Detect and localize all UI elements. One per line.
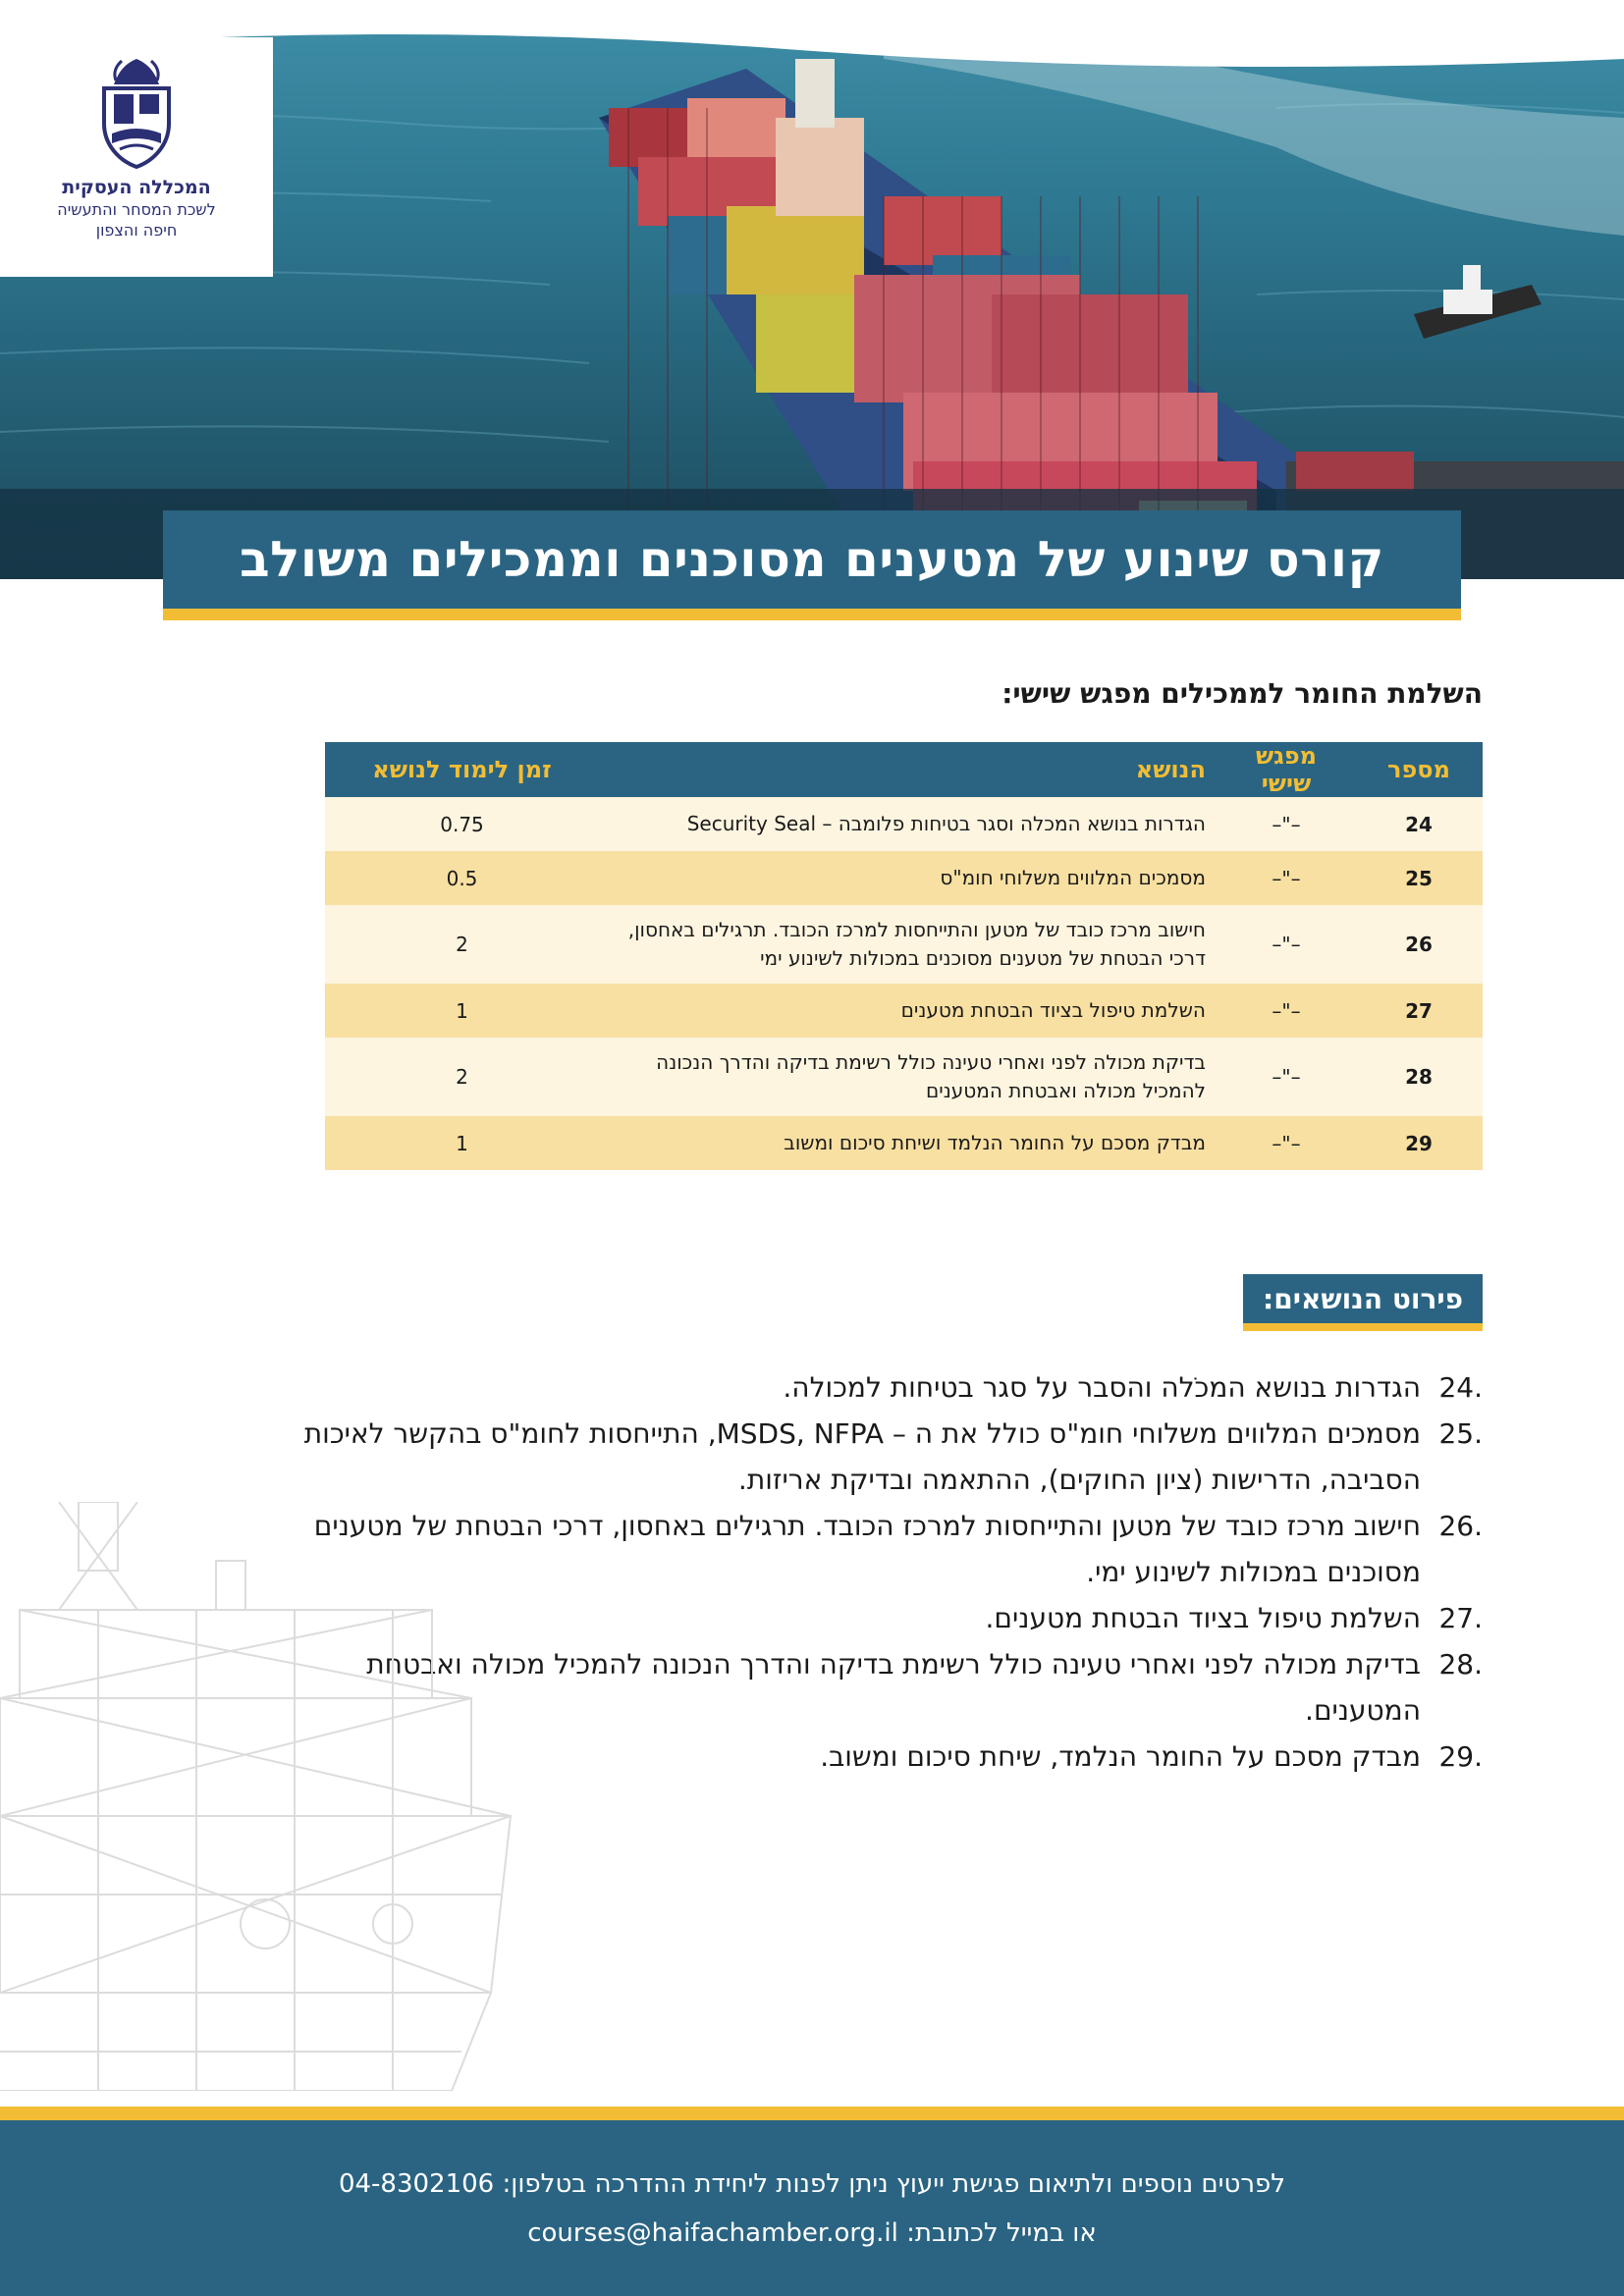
row-meeting: –"– [1218, 1116, 1355, 1170]
row-topic: בדיקת מכולה לפני ואחרי טעינה כולל רשימת בדיקה והדרך הנכונה להמכיל מכולה ואבטחת המטענים [599, 1038, 1218, 1116]
table-row [325, 1116, 1483, 1170]
footer-accent-stripe [0, 2107, 1624, 2120]
schedule-heading: השלמת החומר לממכילים מפגש שישי: [1001, 677, 1483, 710]
list-item-text: מסמכים המלווים משלוחי חומ"ס כולל את ה – MSDS, NFPA, התייחסות לחומ"ס בהקשר לאיכות הסביבה, הדרישות (ציון החוקים), ההתאמה ובדיקת אריזות. [303, 1417, 1421, 1496]
row-time: 2 [325, 905, 599, 984]
row-number: 29 [1355, 1116, 1483, 1170]
header-topic: הנושא [599, 742, 1218, 797]
row-meeting: –"– [1218, 984, 1355, 1038]
row-number: 25 [1355, 851, 1483, 905]
title-banner [163, 510, 1461, 620]
row-topic: מבדק מסכם על החומר הנלמד ושיחת סיכום ומשוב [599, 1116, 1218, 1170]
row-time: 1 [325, 984, 599, 1038]
footer [0, 2120, 1624, 2296]
row-number: 26 [1355, 905, 1483, 984]
list-item-number: 28. [1438, 1648, 1483, 1681]
topics-table [325, 742, 1483, 1170]
row-time: 0.5 [325, 851, 599, 905]
list-item-number: 26. [1438, 1510, 1483, 1542]
row-topic: חישוב מרכז כובד של מטען והתייחסות למרכז הכובד. תרגילים באחסון, דרכי הבטחת של מטענים מסוכנים במכולות לשינוע ימי [599, 905, 1218, 984]
logo-name-line1: המכללה העסקית [62, 177, 211, 198]
list-item [255, 1364, 1483, 1411]
list-item-text: בדיקת מכולה לפני ואחרי טעינה כולל רשימת בדיקה והדרך הנכונה להמכיל מכולה ואבטחת המטענים. [366, 1648, 1421, 1727]
row-number: 24 [1355, 797, 1483, 851]
row-time: 1 [325, 1116, 599, 1170]
ship-wireframe-watermark [0, 1502, 530, 2091]
details-heading: פירוט הנושאים: [1263, 1282, 1463, 1315]
row-meeting: –"– [1218, 797, 1355, 851]
logo-name-line3: חיפה והצפון [95, 221, 178, 240]
header-meeting: מפגש שישי [1218, 742, 1355, 797]
details-heading-tag [1243, 1274, 1483, 1331]
row-time: 0.75 [325, 797, 599, 851]
row-meeting: –"– [1218, 1038, 1355, 1116]
table-row [325, 984, 1483, 1038]
row-time: 2 [325, 1038, 599, 1116]
row-meeting: –"– [1218, 851, 1355, 905]
city-emblem-icon [92, 55, 181, 171]
list-item-number: 24. [1438, 1371, 1483, 1404]
list-item-number: 25. [1438, 1417, 1483, 1450]
row-topic: מסמכים המלווים משלוחי חומ"ס [599, 851, 1218, 905]
table-header-row [325, 742, 1483, 797]
list-item [255, 1411, 1483, 1503]
page-title: קורס שינוע של מטענים מסוכנים וממכילים משולב [240, 531, 1384, 588]
list-item-number: 29. [1438, 1740, 1483, 1773]
row-topic: הגדרות בנושא המכלה וסגר בטיחות פלומבה – Security Seal [599, 797, 1218, 851]
table-row [325, 905, 1483, 984]
footer-contact-email[interactable]: או במייל לכתובת: courses@haifachamber.org.il [527, 2217, 1097, 2248]
list-item-number: 27. [1438, 1602, 1483, 1634]
list-item-text: הגדרות בנושא המכֹלה והסבר על סגר בטיחות למכולה. [783, 1371, 1421, 1404]
logo-name-line2: לשכת המסחר והתעשיה [57, 200, 216, 219]
table-row [325, 797, 1483, 851]
table-row [325, 851, 1483, 905]
table-row [325, 1038, 1483, 1116]
row-topic: השלמת טיפול בציוד הבטחת מטענים [599, 984, 1218, 1038]
list-item-text: השלמת טיפול בציוד הבטחת מטענים. [985, 1602, 1421, 1634]
row-meeting: –"– [1218, 905, 1355, 984]
footer-contact-phone: לפרטים נוספים ולתיאום פגישת ייעוץ ניתן לפנות ליחידת ההדרכה בטלפון: 04-8302106 [338, 2168, 1286, 2199]
row-number: 27 [1355, 984, 1483, 1038]
header-time: זמן לימוד לנושא [325, 742, 599, 797]
list-item-text: מבדק מסכם על החומר הנלמד, שיחת סיכום ומשוב. [820, 1740, 1421, 1773]
header-number: מספר [1355, 742, 1483, 797]
logo [0, 37, 273, 277]
row-number: 28 [1355, 1038, 1483, 1116]
list-item-text: חישוב מרכז כובד של מטען והתייחסות למרכז הכובד. תרגילים באחסון, דרכי הבטחת של מטענים מסוכנים במכולות לשינוע ימי. [313, 1510, 1421, 1588]
